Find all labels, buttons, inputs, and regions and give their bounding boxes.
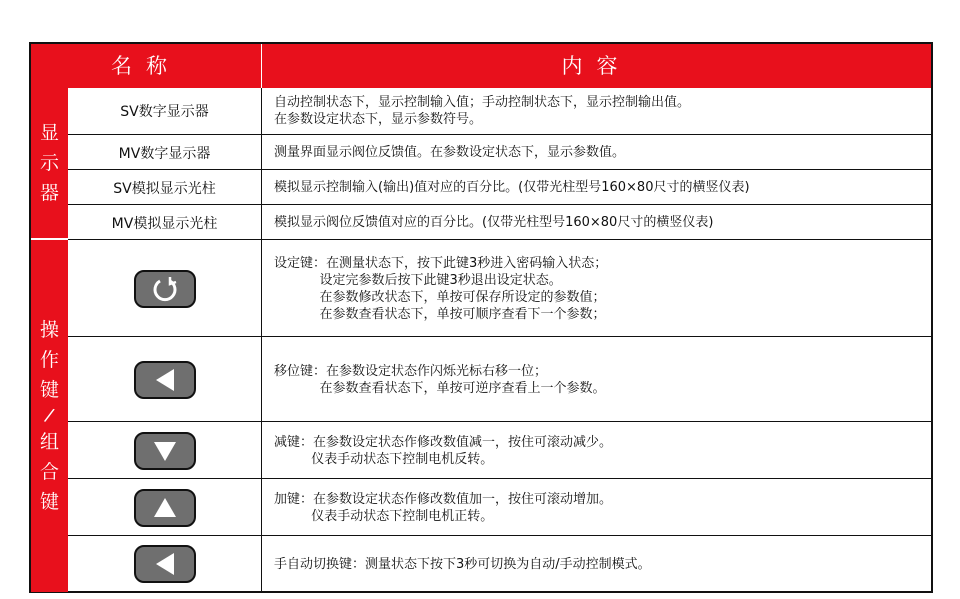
table-row	[68, 204, 931, 240]
desc-line: 仪表手动状态下控制电机正转。	[274, 508, 494, 524]
desc-line: 减键：在参数设定状态作修改数值减一，按住可滚动减少。	[274, 434, 613, 450]
shift-key-button[interactable]	[134, 361, 196, 399]
keys-category-label	[31, 239, 68, 592]
row-name: MV数字显示器	[68, 135, 262, 170]
left-arrow-icon	[150, 366, 180, 394]
desc-line: 设定完参数后按下此键3秒退出设定状态。	[274, 272, 562, 288]
down-key-button[interactable]	[134, 432, 196, 470]
category-char: /	[43, 404, 57, 427]
desc-line: 加键：在参数设定状态作修改数值加一，按住可滚动增加。	[274, 491, 613, 507]
left-arrow-icon	[150, 550, 180, 578]
category-char: 合	[39, 461, 59, 483]
desc-line: 模拟显示阀位反馈值对应的百分比。(仅带光柱型号160×80尺寸的横竖仪表)	[274, 215, 714, 230]
desc-line: 在参数修改状态下，单按可保存所设定的参数值；	[274, 289, 606, 305]
table-row	[68, 134, 931, 170]
desc-line: 在参数查看状态下，单按可逆序查看上一个参数。	[274, 380, 606, 396]
desc-line: 测量界面显示阀位反馈值。在参数设定状态下，显示参数值。	[274, 145, 626, 160]
row-description	[262, 422, 931, 479]
desc-line: 自动控制状态下，显示控制输入值；手动控制状态下，显示控制输出值。	[274, 95, 691, 110]
key-cell	[68, 240, 262, 337]
category-char: 键	[39, 379, 59, 401]
set-key-button[interactable]	[134, 270, 196, 308]
table-row	[68, 169, 931, 205]
row-name: SV模拟显示光柱	[68, 170, 262, 205]
desc-line: 在参数设定状态下，显示参数符号。	[274, 112, 483, 127]
down-arrow-icon	[150, 437, 180, 465]
table-row	[68, 421, 931, 479]
desc-line: 模拟显示控制输入(输出)值对应的百分比。(仅带光柱型号160×80尺寸的横竖仪表)	[274, 180, 750, 195]
key-cell	[68, 422, 262, 479]
desc-line: 在参数查看状态下，单按可顺序查看下一个参数；	[274, 306, 606, 322]
desc-line: 手自动切换键：测量状态下按下3秒可切换为自动/手动控制模式。	[274, 556, 651, 572]
table-header	[31, 44, 931, 88]
desc-line: 仪表手动状态下控制电机反转。	[274, 451, 494, 467]
category-char: 显	[39, 122, 59, 144]
spec-table	[29, 42, 933, 593]
key-cell	[68, 479, 262, 536]
row-description	[262, 88, 931, 134]
category-char: 操	[39, 319, 59, 341]
display-category-label	[31, 88, 68, 238]
up-key-button[interactable]	[134, 489, 196, 527]
category-char: 示	[39, 152, 59, 174]
row-name: MV模拟显示光柱	[68, 205, 262, 240]
refresh-icon	[150, 275, 180, 303]
table-row	[68, 336, 931, 422]
row-description	[262, 240, 931, 337]
table-row	[68, 88, 931, 134]
row-description	[262, 135, 931, 170]
table-row	[68, 478, 931, 536]
category-char: 键	[39, 491, 59, 513]
key-cell	[68, 337, 262, 422]
category-char: 器	[39, 182, 59, 204]
row-description	[262, 205, 931, 240]
table-row	[68, 535, 931, 592]
table-row	[68, 239, 931, 337]
row-name: SV数字显示器	[68, 88, 262, 134]
key-cell	[68, 536, 262, 592]
row-description	[262, 170, 931, 205]
desc-line: 移位键：在参数设定状态作闪烁光标右移一位；	[274, 363, 548, 379]
row-description	[262, 536, 931, 592]
header-name: 名称	[31, 44, 262, 88]
up-arrow-icon	[150, 494, 180, 522]
desc-line: 设定键：在测量状态下，按下此键3秒进入密码输入状态；	[274, 255, 608, 271]
auto-manual-key-button[interactable]	[134, 545, 196, 583]
category-char: 组	[39, 431, 59, 453]
row-description	[262, 337, 931, 422]
row-description	[262, 479, 931, 536]
header-content: 内容	[561, 54, 632, 78]
category-char: 作	[39, 349, 59, 371]
